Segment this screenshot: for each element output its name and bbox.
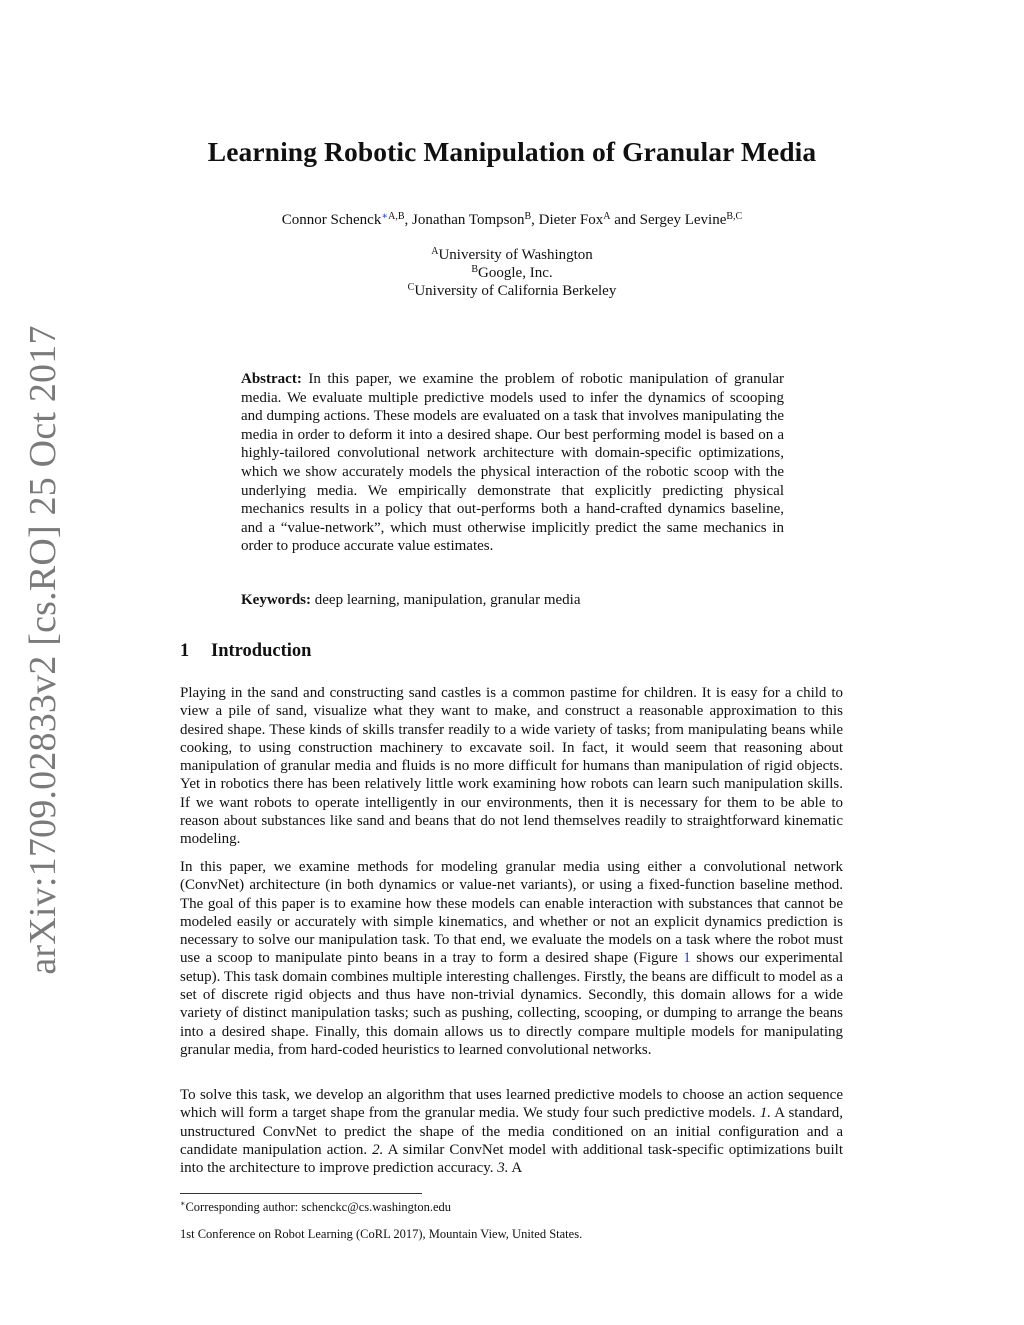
- affiliation-mark: C: [407, 282, 415, 293]
- author-separator: and: [610, 212, 640, 228]
- author-list: [0, 210, 1024, 230]
- abstract: [241, 370, 784, 556]
- footnote-divider: [180, 1193, 422, 1194]
- affiliation-name: Google, Inc.: [478, 265, 553, 281]
- affiliation-name: University of Washington: [438, 247, 593, 263]
- arxiv-identifier-stamp: arXiv:1709.02833v2 [cs.RO] 25 Oct 2017: [22, 325, 64, 975]
- abstract-label: Abstract:: [241, 371, 302, 387]
- affiliation-line: [0, 246, 1024, 264]
- footnote-text: Corresponding author: schenckc@cs.washington.edu: [185, 1200, 452, 1214]
- keywords-text: deep learning, manipulation, granular media: [314, 592, 581, 608]
- author-separator: ,: [404, 212, 413, 228]
- affiliation-mark: A: [431, 246, 439, 257]
- paragraph-text: shows our experimental setup). This task domain combines multiple interesting challenges. Firstly, the beans are difficult to model as a set of discrete rigid objects and thus have non-trivial dynamics. Secondly, this domain allows for a wide variety of distinct manipulation tasks; such as pushing, collecting, scooping, or dumping to arrange the beans into a desired shape. Finally, this domain allows us to directly compare multiple models for manipulating granular media, from hard-coded heuristics to learned convolutional networks.: [180, 950, 843, 1058]
- section-heading-introduction: [180, 641, 311, 662]
- author-affiliation-mark: A: [603, 211, 611, 222]
- section-number: 1: [180, 641, 190, 661]
- abstract-text: In this paper, we examine the problem of robotic manipulation of granular media. We evaluate multiple predictive models used to infer the dynamics of scooping and dumping actions. These models are evaluated on a task that involves manipulating the media in order to deform it into a desired shape. Our best performing model is based on a highly-tailored convolutional network architecture with domain-specific optimizations, which we show accurately models the physical interaction of the robotic scoop with the underlying media. We empirically demonstrate that explicitly predicting physical mechanics results in a policy that out-performs both a hand-crafted dynamics baseline, and a “value-network”, which must otherwise implicitly predict the same mechanics in order to produce accurate value estimates.: [241, 371, 785, 555]
- intro-paragraph-1: Playing in the sand and constructing sand castles is a common pastime for children. It is easy for a child to view a pile of sand, visualize what they want to make, and construct a reasonable approximation to this desired shape. These kinds of skills transfer readily to a wide variety of tasks; from manipulating beans while cooking, to using construction machinery to excavate soil. In fact, it would seem that reasoning about manipulation of granular media and fluids is no more difficult for humans than manipulation of rigid objects. Yet in robotics there has been relatively little work examining how robots can learn such manipulation skills. If we want robots to operate intelligently in our environments, then it is necessary for them to be able to reason about substances like sand and beans that do not lend themselves readily to straightforward kinematic modeling.: [180, 685, 843, 848]
- section-title: Introduction: [211, 641, 312, 661]
- affiliation-line: [0, 264, 1024, 282]
- paper-title: Learning Robotic Manipulation of Granular Media: [207, 136, 817, 167]
- paragraph-text: To solve this task, we develop an algorithm that uses learned predictive models to choose an action sequence which will form a target shape from the granular media. We study four such predictive models.: [180, 1087, 843, 1122]
- author-affiliation-mark: B,C: [726, 211, 743, 222]
- intro-paragraph-3: [180, 1086, 843, 1177]
- author-affiliation-mark: B: [524, 211, 532, 222]
- footnote: [180, 1199, 451, 1215]
- intro-paragraph-2: [180, 858, 843, 1059]
- affiliation-list: [0, 246, 1024, 300]
- paragraph-text: A standard, unstructured ConvNet to predict the shape of the media conditioned on an initial configuration and a candidate manipulation action.: [180, 1105, 844, 1158]
- author-name: Connor Schenck: [281, 212, 382, 228]
- keywords: [241, 591, 784, 609]
- affiliation-line: [0, 282, 1024, 300]
- keywords-label: Keywords:: [241, 592, 311, 608]
- list-number: 3.: [497, 1160, 509, 1177]
- venue-line: 1st Conference on Robot Learning (CoRL 2017), Mountain View, United States.: [180, 1227, 583, 1241]
- list-number: 1.: [759, 1105, 771, 1122]
- author-name: Dieter Fox: [538, 212, 604, 228]
- affiliation-mark: B: [471, 264, 479, 275]
- footnote-mark: ∗: [180, 1199, 186, 1208]
- author-separator: ,: [531, 212, 539, 228]
- paragraph-text: In this paper, we examine methods for modeling granular media using either a convolutional network (ConvNet) architecture (in both dynamics or value-net variants), or using a fixed-function baseline method. The goal of this paper is to examine how these models can enable interaction with substances that cannot be modeled easily or accurately with simple kinematics, and whether or not an explicit dynamics prediction is necessary to solve our manipulation task. To that end, we evaluate the models on a task where the robot must use a scoop to manipulate pinto beans in a tray to form a desired shape (Figure: [180, 859, 843, 967]
- list-number: 2.: [372, 1141, 384, 1158]
- figure-reference-link[interactable]: 1: [683, 950, 691, 967]
- affiliation-name: University of California Berkeley: [414, 283, 617, 299]
- author-affiliation-mark: A,B: [388, 211, 405, 222]
- footnote-link[interactable]: ∗: [381, 211, 389, 222]
- author-name: Sergey Levine: [639, 212, 727, 228]
- paragraph-text: A similar ConvNet model with additional task-specific optimizations built into the architecture to improve prediction accuracy.: [180, 1141, 843, 1177]
- author-name: Jonathan Tompson: [412, 212, 525, 228]
- paragraph-text: A: [508, 1160, 523, 1177]
